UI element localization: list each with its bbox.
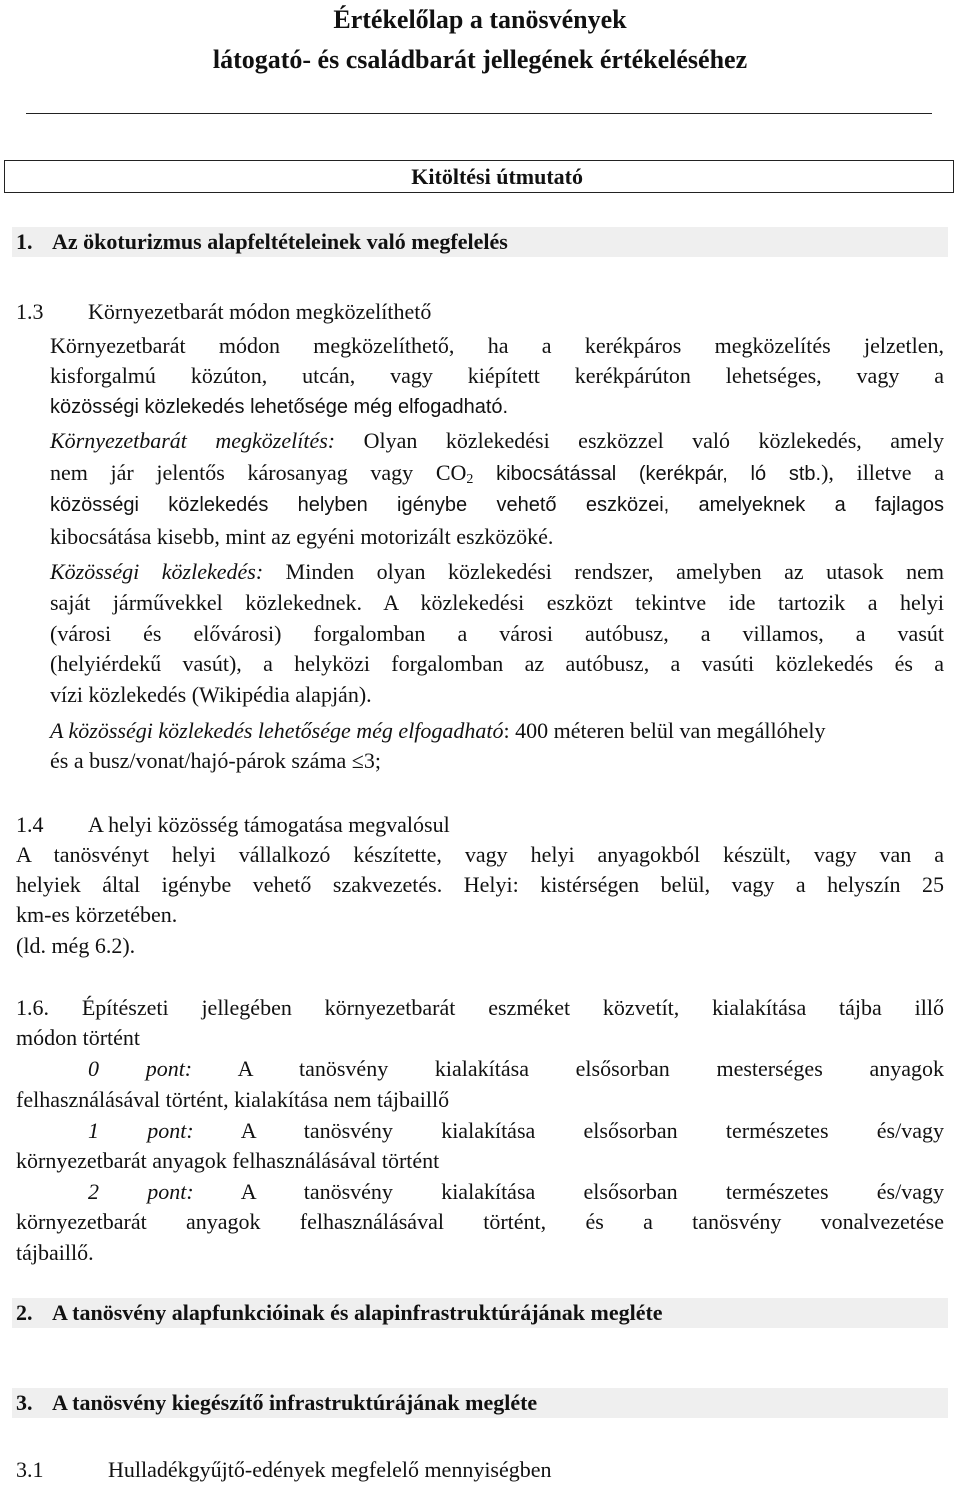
s14-line2: helyiek által igénybe vehető szakvezetés. Helyi: kistérségen belül, vagy a helyszín 25 <box>16 872 944 897</box>
subsection-1-4-title: A helyi közösség támogatása megvalósul <box>88 812 450 837</box>
s13-def3-line2: és a busz/vonat/hajó-párok száma ≤3; <box>50 748 381 773</box>
co2-subscript: 2 <box>466 472 474 487</box>
s13-def2-line5: vízi közlekedés (Wikipédia alapján). <box>50 682 372 707</box>
s13-def3-line1 <box>50 716 826 746</box>
p2-line1-text: A tanösvény kialakítása elsősorban természetes és/vagy <box>193 1179 944 1204</box>
s16-p2-line1 <box>88 1177 944 1207</box>
def1-term: Környezetbarát megközelítés: <box>50 428 336 453</box>
s16-p1-line1 <box>88 1116 944 1146</box>
section-2-heading <box>12 1298 948 1328</box>
s16-p2-line2: környezetbarát anyagok felhasználásával történt, és a tanösvény vonalvezetése <box>16 1209 944 1234</box>
p1-line1-text: A tanösvény kialakítása elsősorban természetes és/vagy <box>193 1118 944 1143</box>
guide-heading-box <box>4 160 954 193</box>
section-3-number: 3. <box>16 1390 33 1415</box>
section-1-number: 1. <box>16 229 33 254</box>
def1-line2-c: ), illetve a <box>821 460 944 485</box>
s16-line2: módon történt <box>16 1025 141 1050</box>
p0-line1-text: A tanösvény kialakítása elsősorban mesterséges anyagok <box>192 1056 944 1081</box>
def3-line1-text: : 400 méteren belül van megállóhely <box>503 718 826 743</box>
s13-def2-line1 <box>50 557 944 587</box>
subsection-3-1-number: 3.1 <box>16 1457 44 1482</box>
def2-term: Közösségi közlekedés: <box>50 559 264 584</box>
section-2-title: A tanösvény alapfunkcióinak és alapinfrastruktúrájának megléte <box>52 1300 663 1325</box>
section-2-number: 2. <box>16 1300 33 1325</box>
page-title-line1: Értékelőlap a tanösvények <box>333 5 627 34</box>
page-title-line2: látogató- és családbarát jellegének értékeléséhez <box>212 45 748 74</box>
s13-p1-line1: Környezetbarát módon megközelíthető, ha a kerékpáros megközelítés jelzetlen, <box>50 333 944 358</box>
section-3-heading <box>12 1388 948 1418</box>
s13-def2-line2: saját járművekkel közlekednek. A közlekedési eszközt tekintve ide tartozik a helyi <box>50 590 944 615</box>
s14-line4: (ld. még 6.2). <box>16 933 136 958</box>
title-divider <box>26 113 932 114</box>
subsection-3-1-title: Hulladékgyűjtő-edények megfelelő mennyiségben <box>108 1457 552 1482</box>
p2-term: 2 pont: <box>88 1179 194 1204</box>
s16-p2-line3: tájbaillő. <box>16 1240 94 1265</box>
s13-p1-line3: közösségi közlekedés lehetősége még elfogadható. <box>50 396 509 418</box>
s13-def1-line3: közösségi közlekedés helyben igénybe vehető eszközei, amelyeknek a fajlagos <box>50 494 944 516</box>
def1-line2-b: kibocsátással (kerékpár, ló stb. <box>473 463 822 485</box>
s16-line1: 1.6. Építészeti jellegében környezetbarát eszméket közvetít, kialakítása tájba illő <box>16 995 944 1020</box>
def1-line1-text: Olyan közlekedési eszközzel való közlekedés, amely <box>335 428 944 453</box>
p0-term: 0 pont: <box>88 1056 193 1081</box>
section-3-title: A tanösvény kiegészítő infrastruktúrájának megléte <box>52 1390 538 1415</box>
def3-term: A közösségi közlekedés lehetősége még elfogadható <box>50 718 504 743</box>
subsection-1-4-number: 1.4 <box>16 812 44 837</box>
section-1-heading <box>12 227 948 257</box>
s16-p0-line2: felhasználásával történt, kialakítása nem tájbaillő <box>16 1087 450 1112</box>
s13-def1-line2 <box>50 458 944 489</box>
subsection-1-3-title: Környezetbarát módon megközelíthető <box>88 299 432 324</box>
p1-term: 1 pont: <box>88 1118 194 1143</box>
def1-line2-a: nem jár jelentős károsanyag vagy CO <box>50 460 467 485</box>
s13-def2-line4: (helyiérdekű vasút), a helyközi forgalomban az autóbusz, a vasúti közlekedés és a <box>50 651 944 676</box>
s14-line1: A tanösvényt helyi vállalkozó készítette, vagy helyi anyagokból készült, vagy van a <box>16 842 944 867</box>
section-1-title: Az ökoturizmus alapfeltételeinek való megfelelés <box>52 229 508 254</box>
s16-p1-line2: környezetbarát anyagok felhasználásával történt <box>16 1148 440 1173</box>
s13-def2-line3: (városi és elővárosi) forgalomban a városi autóbusz, a villamos, a vasút <box>50 621 944 646</box>
def2-line1-text: Minden olyan közlekedési rendszer, amelyben az utasok nem <box>263 559 945 584</box>
guide-heading: Kitöltési útmutató <box>411 164 583 189</box>
s13-def1-line1 <box>50 426 944 456</box>
s13-def1-line4: kibocsátása kisebb, mint az egyéni motorizált eszközöké. <box>50 524 554 549</box>
s13-p1-line2: kisforgalmú közúton, utcán, vagy kiépített kerékpárúton lehetséges, vagy a <box>50 363 944 388</box>
subsection-1-3-number: 1.3 <box>16 299 44 324</box>
s14-line3: km-es körzetében. <box>16 902 178 927</box>
s16-p0-line1 <box>88 1054 944 1084</box>
